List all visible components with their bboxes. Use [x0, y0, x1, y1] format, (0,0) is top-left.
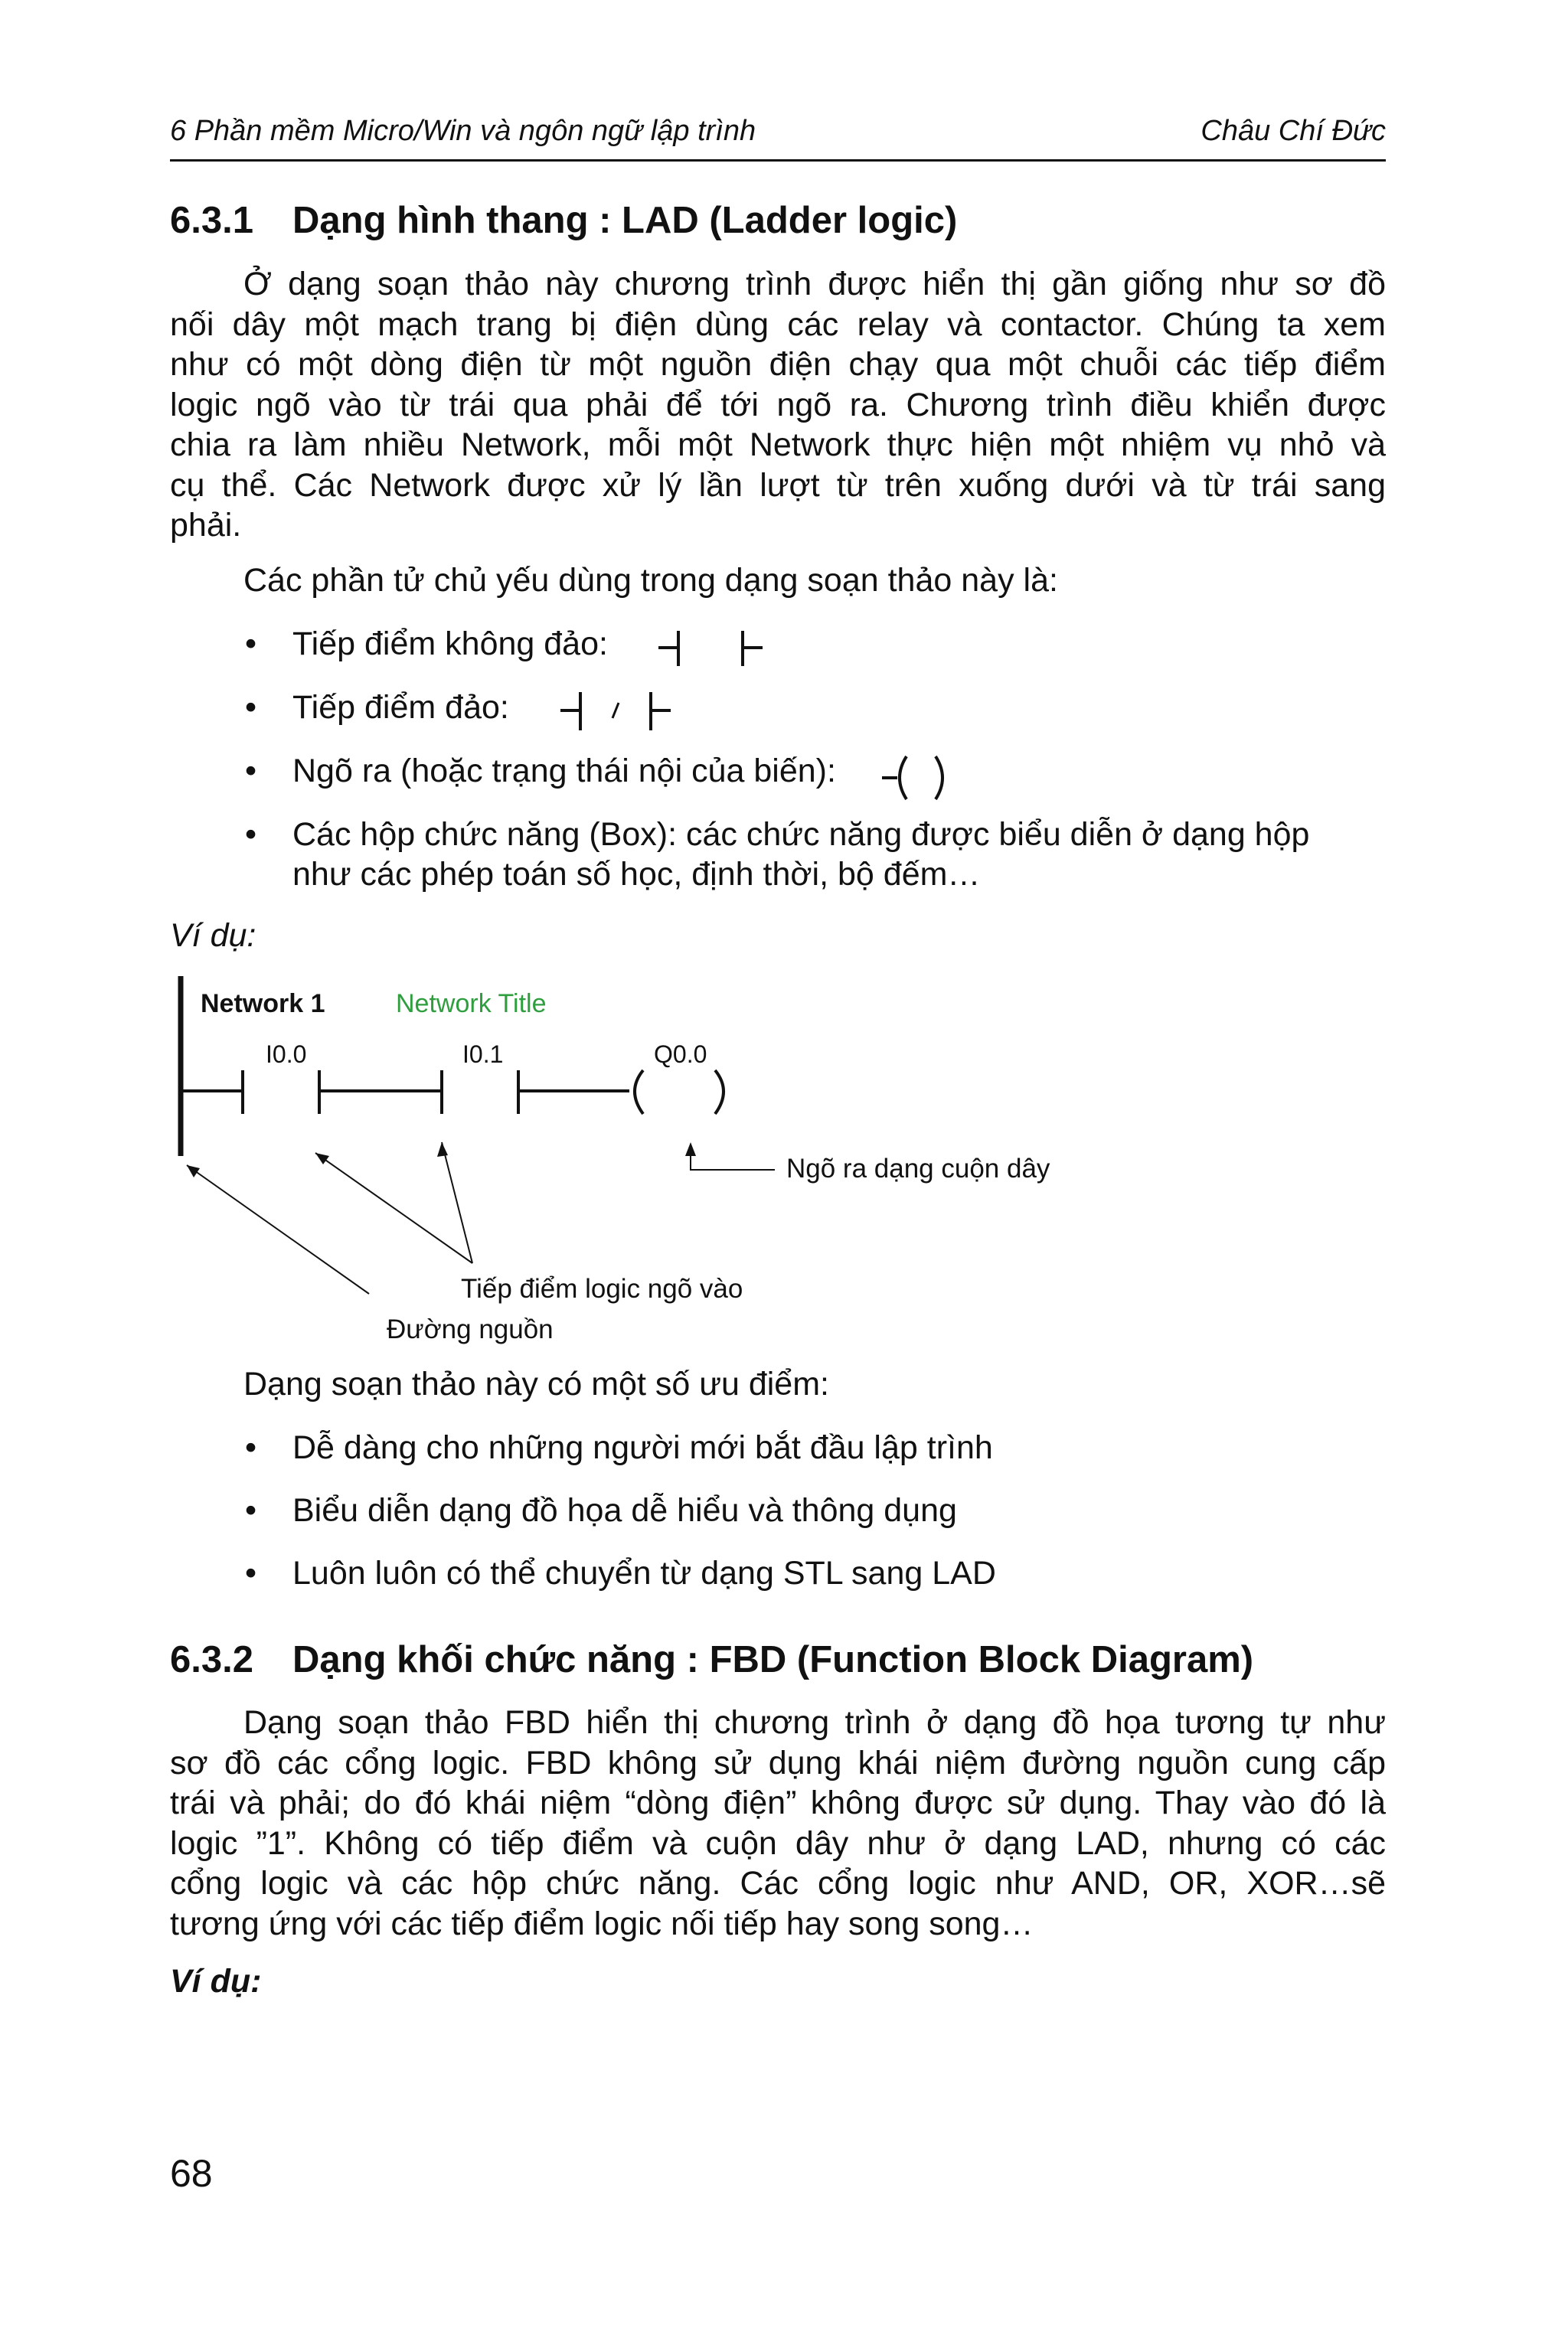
ladder-diagram	[170, 972, 1135, 1347]
bullet-text: Ngõ ra (hoặc trạng thái nội của biến):	[292, 753, 836, 789]
callout-rail-line	[187, 1165, 369, 1294]
header-chapter: 6 Phần mềm Micro/Win và ngôn ngữ lập trình	[170, 115, 756, 147]
paragraph-line: cụ thể. Các Network được xử lý lần lượt từ trên xuống dưới và từ trái sang	[170, 466, 1386, 504]
normally-closed-contact-icon	[559, 687, 674, 735]
callout-contact1-arrow	[315, 1153, 329, 1164]
network-title: Network Title	[396, 989, 547, 1018]
bullet-dot: •	[245, 816, 257, 853]
contact-label-i01: I0.1	[462, 1040, 504, 1068]
bullet-dot: •	[245, 689, 257, 726]
callout-coil-text: Ngõ ra dạng cuộn dây	[786, 1154, 1050, 1184]
coil-left-arc	[635, 1070, 643, 1114]
advantage-item	[245, 1491, 957, 1530]
paragraph-line: trái và phải; do đó khái niệm “dòng điện” không được sử dụng. Thay vào đó là	[170, 1785, 1386, 1821]
paragraph-line: Ở dạng soạn thảo này chương trình được hiển thị gần giống như sơ đồ	[243, 266, 1386, 302]
fbd-paragraph	[170, 1703, 1386, 1944]
coil-label-q00: Q0.0	[654, 1040, 707, 1068]
paragraph-line: sơ đồ các cổng logic. FBD không sử dụng khái niệm đường nguồn cung cấp	[170, 1744, 1386, 1781]
advantage-item	[245, 1553, 996, 1593]
bullet-item	[245, 815, 1310, 894]
callout-coil-line	[691, 1147, 775, 1170]
network-label: Network 1	[201, 989, 325, 1018]
paragraph-line: logic ngõ vào từ trái qua phải để tới ngõ ra. Chương trình điều khiển được	[170, 386, 1386, 423]
bullet-dot: •	[245, 1492, 257, 1529]
callout-rail-text: Đường nguồn	[387, 1314, 554, 1344]
paragraph-line: cổng logic và các hộp chức năng. Các cổng logic như AND, OR, XOR…sẽ	[170, 1865, 1386, 1902]
section-title: Dạng hình thang : LAD (Ladder logic)	[292, 200, 958, 241]
contact-label-i00: I0.0	[266, 1040, 307, 1068]
elements-intro: Các phần tử chủ yếu dùng trong dạng soạn thảo này là:	[243, 562, 1058, 599]
header-author: Châu Chí Đức	[1200, 115, 1386, 147]
example-label: Ví dụ:	[170, 917, 256, 954]
bullet-item	[245, 751, 836, 791]
bullet-item	[245, 687, 509, 727]
callout-contact2-arrow	[437, 1142, 448, 1157]
advantage-text: Dễ dàng cho những người mới bắt đầu lập trình	[292, 1429, 993, 1466]
page-number: 68	[170, 2152, 213, 2195]
advantage-item	[245, 1428, 993, 1468]
callout-rail-arrow	[187, 1165, 200, 1177]
paragraph-line: Dạng soạn thảo FBD hiển thị chương trình ở dạng đồ họa tương tự như	[243, 1704, 1386, 1741]
bullet-item	[245, 624, 608, 664]
bullet-text: Tiếp điểm không đảo:	[292, 625, 608, 662]
paragraph-line: nối dây một mạch trang bị điện dùng các relay và contactor. Chúng ta xem	[170, 305, 1386, 343]
example-label-2: Ví dụ:	[170, 1963, 262, 2000]
advantages-intro: Dạng soạn thảo này có một số ưu điểm:	[243, 1366, 829, 1403]
intro-paragraph	[170, 264, 1386, 546]
paragraph-line: tương ứng với các tiếp điểm logic nối tiếp hay song song…	[170, 1905, 1034, 1942]
section-heading-632	[170, 1638, 1253, 1681]
running-header	[170, 115, 1386, 162]
section-number: 6.3.1	[170, 200, 253, 241]
paragraph-line: chia ra làm nhiều Network, mỗi một Network thực hiện một nhiệm vụ nhỏ và	[170, 426, 1386, 463]
section-heading-631	[170, 199, 957, 242]
normally-open-contact-icon	[657, 626, 772, 672]
bullet-dot: •	[245, 1555, 257, 1592]
bullet-text-continued: như các phép toán số học, định thời, bộ đếm…	[292, 856, 981, 893]
paragraph-line: phải.	[170, 507, 242, 544]
advantage-text: Biểu diễn dạng đồ họa dễ hiểu và thông dụng	[292, 1492, 957, 1529]
advantage-text: Luôn luôn có thể chuyển từ dạng STL sang LAD	[292, 1555, 996, 1592]
section-title: Dạng khối chức năng : FBD (Function Block Diagram)	[292, 1639, 1254, 1680]
callout-coil-arrow	[685, 1142, 696, 1156]
bullet-text: Các hộp chức năng (Box): các chức năng được biểu diễn ở dạng hộp	[292, 816, 1310, 853]
coil-output-icon	[880, 750, 965, 805]
bullet-dot: •	[245, 625, 257, 662]
paragraph-line: logic ”1”. Không có tiếp điểm và cuộn dây như ở dạng LAD, nhưng có các	[170, 1824, 1386, 1862]
bullet-dot: •	[245, 753, 257, 789]
bullet-dot: •	[245, 1429, 257, 1466]
callout-contacts-text: Tiếp điểm logic ngõ vào	[461, 1274, 743, 1304]
bullet-text: Tiếp điểm đảo:	[292, 689, 509, 726]
section-number: 6.3.2	[170, 1639, 253, 1680]
paragraph-line: như có một dòng điện từ một nguồn điện chạy qua một chuỗi các tiếp điểm	[170, 346, 1386, 383]
coil-right-arc	[715, 1070, 724, 1114]
